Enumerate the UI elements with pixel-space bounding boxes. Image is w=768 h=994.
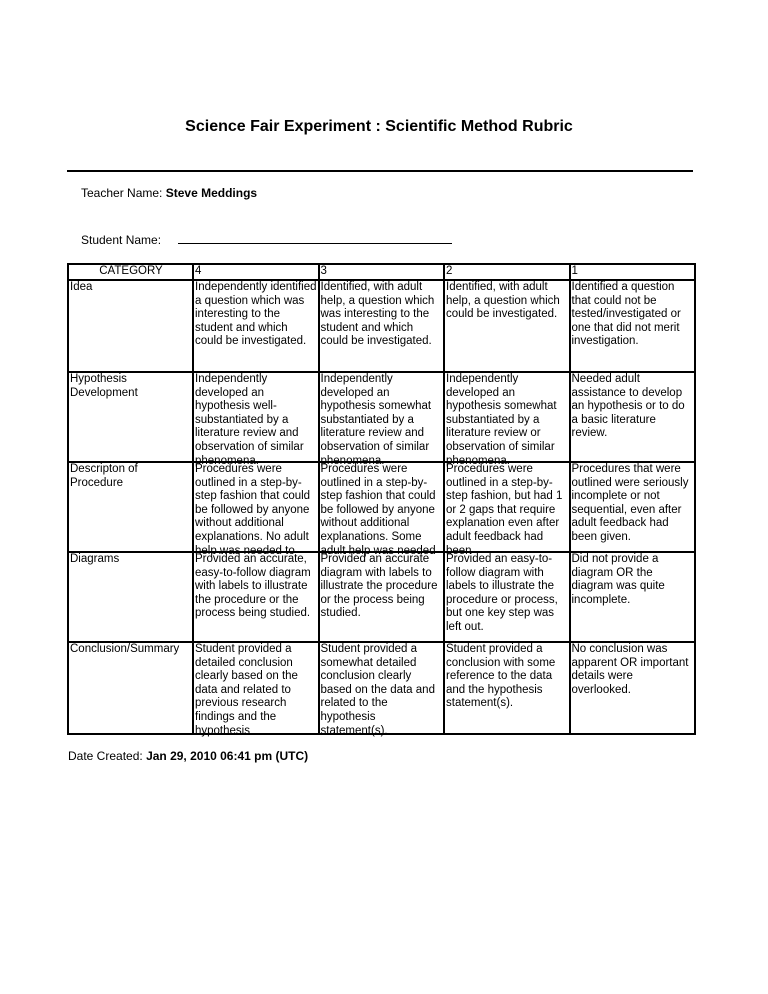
title-divider <box>67 170 693 172</box>
rubric-cell: Needed adult assistance to develop an hypothesis or to do a basic literature review. <box>571 373 685 440</box>
rubric-cell: Procedures were outlined in a step-by-step fashion that could be followed by anyone without additional explanations. No adult help was needed to <box>195 463 311 557</box>
row-category: Conclusion/Summary <box>68 642 193 734</box>
teacher-name-line <box>81 186 257 200</box>
rubric-table <box>67 263 696 735</box>
date-created-value: Jan 29, 2010 06:41 pm (UTC) <box>146 749 309 763</box>
row-category: Descripton of Procedure <box>68 462 193 552</box>
rubric-cell: Procedures were outlined in a step-by-step fashion that could be followed by anyone without additional explanations. Some adult help was needed <box>320 463 436 557</box>
rubric-cell: Identified, with adult help, a question which was interesting to the student and which could be investigated. <box>320 281 435 348</box>
rubric-cell: Independently developed an hypothesis somewhat substantiated by a literature review and observation of similar phenomena. <box>320 373 432 467</box>
student-name-label: Student Name: <box>81 233 162 247</box>
rubric-row-idea <box>68 280 695 372</box>
date-created-line <box>68 749 308 763</box>
teacher-name-label: Teacher Name: <box>81 186 163 200</box>
header-score-1: 1 <box>570 264 696 280</box>
rubric-cell: Provided an easy-to-follow diagram with labels to illustrate the procedure or process, but one key step was left out. <box>446 553 558 633</box>
rubric-row-procedure <box>68 462 695 552</box>
rubric-cell: Provided an accurate, easy-to-follow diagram with labels to illustrate the procedure or the process being studied. <box>195 553 311 620</box>
rubric-cell: No conclusion was apparent OR important details were overlooked. <box>571 643 689 696</box>
rubric-cell: Student provided a somewhat detailed conclusion clearly based on the data and related to the hypothesis statement(s). <box>320 643 435 737</box>
rubric-header-row <box>68 264 695 280</box>
header-score-4: 4 <box>193 264 319 280</box>
rubric-cell: Provided an accurate diagram with labels to illustrate the procedure or the process being studied. <box>320 553 438 620</box>
teacher-name-value: Steve Meddings <box>165 186 258 200</box>
rubric-row-hypothesis <box>68 372 695 462</box>
rubric-row-conclusion <box>68 642 695 734</box>
row-category: Diagrams <box>68 552 193 642</box>
rubric-cell: Identified a question that could not be tested/investigated or one that did not merit investigation. <box>571 281 681 348</box>
header-score-3: 3 <box>319 264 445 280</box>
row-category: Idea <box>68 280 193 372</box>
rubric-row-diagrams <box>68 552 695 642</box>
rubric-cell: Student provided a detailed conclusion clearly based on the data and related to previous research findings and the hypothesis <box>195 643 298 737</box>
header-category: CATEGORY <box>68 264 193 280</box>
rubric-cell: Procedures were outlined in a step-by-step fashion, but had 1 or 2 gaps that require explanation even after adult feedback had been <box>446 463 563 557</box>
row-category: Hypothesis Development <box>68 372 193 462</box>
rubric-cell: Student provided a conclusion with some reference to the data and the hypothesis statement(s). <box>446 643 556 710</box>
student-name-blank <box>178 243 452 244</box>
rubric-cell: Independently identified a question which was interesting to the student and which could be investigated. <box>195 281 317 348</box>
rubric-cell: Identified, with adult help, a question which could be investigated. <box>446 281 560 321</box>
header-score-2: 2 <box>444 264 570 280</box>
document-title: Science Fair Experiment : Scientific Method Rubric <box>185 118 573 135</box>
date-created-label: Date Created: <box>68 749 143 763</box>
rubric-cell: Did not provide a diagram OR the diagram was quite incomplete. <box>571 553 665 606</box>
rubric-cell: Independently developed an hypothesis well-substantiated by a literature review and observation of similar phenomena. <box>195 373 304 467</box>
rubric-cell: Independently developed an hypothesis somewhat substantiated by a literature review or observation of similar phenomena. <box>446 373 557 467</box>
rubric-cell: Procedures that were outlined were seriously incomplete or not sequential, even after adult feedback had been given. <box>571 463 689 543</box>
